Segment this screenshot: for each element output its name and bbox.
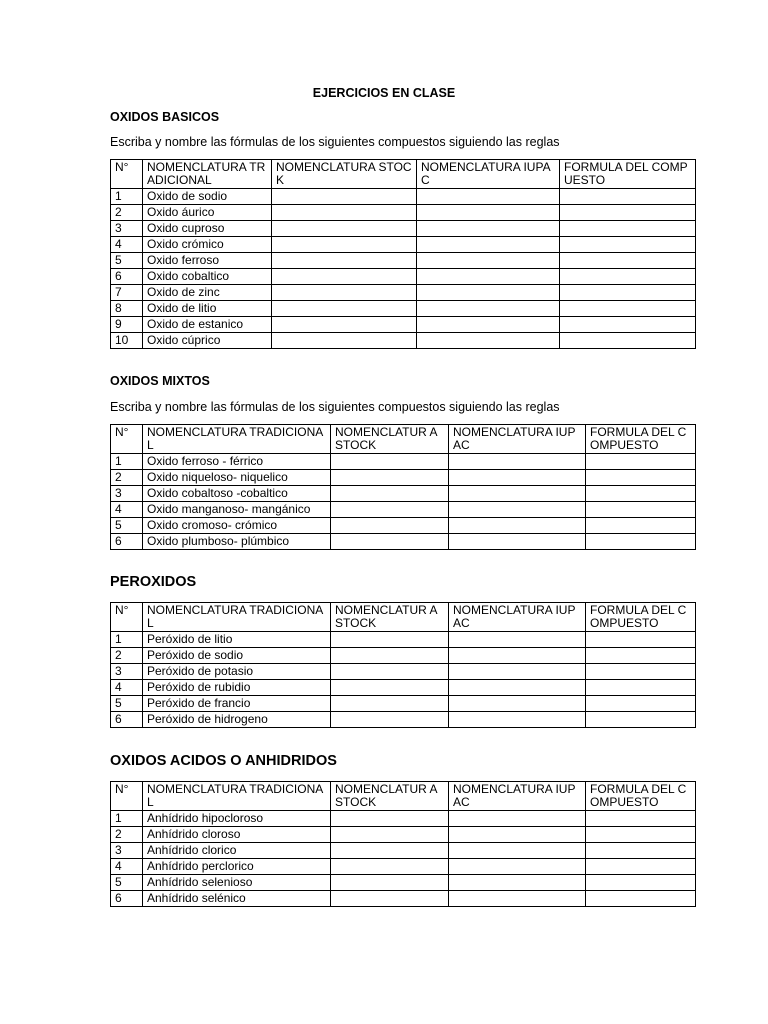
table-row: [111, 317, 696, 333]
header-no: N°: [111, 160, 143, 189]
table-peroxidos: [110, 602, 696, 728]
iupac-cell[interactable]: [449, 875, 586, 891]
iupac-cell[interactable]: [449, 534, 586, 550]
compound-name: Anhídrido clorico: [143, 843, 331, 859]
formula-cell[interactable]: [560, 301, 696, 317]
compound-name: Oxido ferroso: [143, 253, 272, 269]
stock-cell[interactable]: [331, 486, 449, 502]
stock-cell[interactable]: [272, 301, 417, 317]
section-heading-oxidos-basicos: OXIDOS BASICOS: [110, 110, 220, 124]
row-number: 3: [111, 221, 143, 237]
iupac-cell[interactable]: [449, 843, 586, 859]
iupac-cell[interactable]: [449, 486, 586, 502]
header-tradicional: NOMENCLATURA TRADICIONAL: [143, 425, 331, 454]
table-row: [111, 843, 696, 859]
row-number: 1: [111, 189, 143, 205]
stock-cell[interactable]: [331, 827, 449, 843]
section-heading-peroxidos: PEROXIDOS: [110, 574, 197, 590]
row-number: 8: [111, 301, 143, 317]
compound-name: Oxido crómico: [143, 237, 272, 253]
iupac-cell[interactable]: [417, 317, 560, 333]
stock-cell[interactable]: [331, 680, 449, 696]
header-stock: NOMENCLATUR A STOCK: [331, 782, 449, 811]
stock-cell[interactable]: [331, 875, 449, 891]
row-number: 3: [111, 843, 143, 859]
formula-cell[interactable]: [560, 221, 696, 237]
row-number: 5: [111, 253, 143, 269]
iupac-cell[interactable]: [449, 680, 586, 696]
formula-cell[interactable]: [586, 664, 696, 680]
iupac-cell[interactable]: [449, 454, 586, 470]
compound-name: Peróxido de francio: [143, 696, 331, 712]
iupac-cell[interactable]: [449, 891, 586, 907]
formula-cell[interactable]: [560, 253, 696, 269]
row-number: 4: [111, 237, 143, 253]
table-row: [111, 875, 696, 891]
header-stock: NOMENCLATUR A STOCK: [331, 425, 449, 454]
header-no: N°: [111, 425, 143, 454]
row-number: 2: [111, 470, 143, 486]
header-stock: NOMENCLATUR A STOCK: [331, 603, 449, 632]
table-row: [111, 664, 696, 680]
header-formula: FORMULA DEL COMPUESTO: [586, 603, 696, 632]
stock-cell[interactable]: [331, 502, 449, 518]
compound-name: Oxido de sodio: [143, 189, 272, 205]
table-row: [111, 648, 696, 664]
stock-cell[interactable]: [331, 632, 449, 648]
stock-cell[interactable]: [331, 859, 449, 875]
table-row: [111, 502, 696, 518]
stock-cell[interactable]: [331, 696, 449, 712]
formula-cell[interactable]: [560, 317, 696, 333]
formula-cell[interactable]: [586, 843, 696, 859]
page-title: EJERCICIOS EN CLASE: [312, 86, 456, 100]
formula-cell[interactable]: [586, 875, 696, 891]
iupac-cell[interactable]: [449, 502, 586, 518]
formula-cell[interactable]: [560, 333, 696, 349]
compound-name: Oxido áurico: [143, 205, 272, 221]
formula-cell[interactable]: [586, 534, 696, 550]
section-heading-oxidos-mixtos: OXIDOS MIXTOS: [110, 374, 210, 388]
compound-name: Oxido ferroso - férrico: [143, 454, 331, 470]
table-row: [111, 237, 696, 253]
iupac-cell[interactable]: [449, 696, 586, 712]
row-number: 1: [111, 632, 143, 648]
row-number: 5: [111, 696, 143, 712]
header-tradicional: NOMENCLATURA TRADICIONAL: [143, 160, 272, 189]
stock-cell[interactable]: [272, 269, 417, 285]
table-row: [111, 632, 696, 648]
compound-name: Peróxido de hidrogeno: [143, 712, 331, 728]
stock-cell[interactable]: [331, 712, 449, 728]
header-tradicional: NOMENCLATURA TRADICIONAL: [143, 603, 331, 632]
formula-cell[interactable]: [586, 632, 696, 648]
table-row: [111, 696, 696, 712]
stock-cell[interactable]: [272, 237, 417, 253]
formula-cell[interactable]: [586, 518, 696, 534]
table-row: [111, 680, 696, 696]
compound-name: Peróxido de litio: [143, 632, 331, 648]
row-number: 5: [111, 518, 143, 534]
header-iupac: NOMENCLATURA IUPAC: [417, 160, 560, 189]
iupac-cell[interactable]: [449, 712, 586, 728]
header-formula: FORMULA DEL COMPUESTO: [586, 782, 696, 811]
compound-name: Peróxido de sodio: [143, 648, 331, 664]
row-number: 6: [111, 534, 143, 550]
header-iupac: NOMENCLATURA IUPAC: [449, 425, 586, 454]
table-row: [111, 486, 696, 502]
table-row: [111, 454, 696, 470]
table-row: [111, 859, 696, 875]
row-number: 1: [111, 811, 143, 827]
compound-name: Oxido cobaltoso -cobaltico: [143, 486, 331, 502]
row-number: 6: [111, 891, 143, 907]
instruction-text: Escriba y nombre las fórmulas de los siguientes compuestos siguiendo las reglas: [110, 400, 560, 414]
iupac-cell[interactable]: [449, 827, 586, 843]
iupac-cell[interactable]: [417, 237, 560, 253]
stock-cell[interactable]: [272, 205, 417, 221]
row-number: 6: [111, 712, 143, 728]
formula-cell[interactable]: [560, 237, 696, 253]
stock-cell[interactable]: [272, 317, 417, 333]
compound-name: Anhídrido hipocloroso: [143, 811, 331, 827]
compound-name: Oxido cobaltico: [143, 269, 272, 285]
compound-name: Oxido de zinc: [143, 285, 272, 301]
iupac-cell[interactable]: [417, 333, 560, 349]
compound-name: Oxido cúprico: [143, 333, 272, 349]
formula-cell[interactable]: [586, 454, 696, 470]
row-number: 2: [111, 205, 143, 221]
instruction-text: Escriba y nombre las fórmulas de los siguientes compuestos siguiendo las reglas: [110, 135, 560, 149]
iupac-cell[interactable]: [417, 253, 560, 269]
row-number: 2: [111, 827, 143, 843]
stock-cell[interactable]: [272, 253, 417, 269]
table-row: [111, 811, 696, 827]
row-number: 7: [111, 285, 143, 301]
row-number: 6: [111, 269, 143, 285]
iupac-cell[interactable]: [417, 221, 560, 237]
table-row: [111, 205, 696, 221]
iupac-cell[interactable]: [417, 269, 560, 285]
stock-cell[interactable]: [272, 221, 417, 237]
table-row: [111, 827, 696, 843]
iupac-cell[interactable]: [417, 285, 560, 301]
formula-cell[interactable]: [586, 470, 696, 486]
stock-cell[interactable]: [272, 189, 417, 205]
header-iupac: NOMENCLATURA IUPAC: [449, 603, 586, 632]
stock-cell[interactable]: [331, 664, 449, 680]
row-number: 1: [111, 454, 143, 470]
row-number: 9: [111, 317, 143, 333]
row-number: 3: [111, 664, 143, 680]
table-row: [111, 891, 696, 907]
table-row: [111, 269, 696, 285]
formula-cell[interactable]: [586, 680, 696, 696]
formula-cell[interactable]: [586, 712, 696, 728]
formula-cell[interactable]: [586, 891, 696, 907]
iupac-cell[interactable]: [449, 648, 586, 664]
formula-cell[interactable]: [560, 269, 696, 285]
compound-name: Peróxido de rubidio: [143, 680, 331, 696]
row-number: 4: [111, 680, 143, 696]
table-row: [111, 534, 696, 550]
formula-cell[interactable]: [560, 285, 696, 301]
formula-cell[interactable]: [560, 205, 696, 221]
compound-name: Oxido plumboso- plúmbico: [143, 534, 331, 550]
compound-name: Anhídrido cloroso: [143, 827, 331, 843]
stock-cell[interactable]: [331, 534, 449, 550]
table-anhidridos: [110, 781, 696, 907]
header-formula: FORMULA DEL COMPUESTO: [560, 160, 696, 189]
header-tradicional: NOMENCLATURA TRADICIONAL: [143, 782, 331, 811]
stock-cell[interactable]: [331, 891, 449, 907]
iupac-cell[interactable]: [449, 518, 586, 534]
iupac-cell[interactable]: [417, 301, 560, 317]
row-number: 4: [111, 502, 143, 518]
formula-cell[interactable]: [586, 811, 696, 827]
stock-cell[interactable]: [272, 285, 417, 301]
table-row: [111, 189, 696, 205]
table-row: [111, 253, 696, 269]
compound-name: Oxido manganoso- mangánico: [143, 502, 331, 518]
formula-cell[interactable]: [586, 696, 696, 712]
compound-name: Oxido de litio: [143, 301, 272, 317]
row-number: 3: [111, 486, 143, 502]
compound-name: Anhídrido selénico: [143, 891, 331, 907]
formula-cell[interactable]: [560, 189, 696, 205]
stock-cell[interactable]: [331, 843, 449, 859]
table-row: [111, 712, 696, 728]
formula-cell[interactable]: [586, 502, 696, 518]
iupac-cell[interactable]: [449, 859, 586, 875]
iupac-cell[interactable]: [449, 632, 586, 648]
row-number: 5: [111, 875, 143, 891]
compound-name: Oxido cuproso: [143, 221, 272, 237]
compound-name: Oxido cromoso- crómico: [143, 518, 331, 534]
stock-cell[interactable]: [331, 811, 449, 827]
table-row: [111, 518, 696, 534]
header-no: N°: [111, 603, 143, 632]
header-formula: FORMULA DEL COMPUESTO: [586, 425, 696, 454]
header-no: N°: [111, 782, 143, 811]
table-row: [111, 470, 696, 486]
table-row: [111, 301, 696, 317]
table-oxidos-basicos: [110, 159, 696, 349]
iupac-cell[interactable]: [417, 189, 560, 205]
stock-cell[interactable]: [331, 470, 449, 486]
row-number: 2: [111, 648, 143, 664]
table-row: [111, 221, 696, 237]
row-number: 4: [111, 859, 143, 875]
iupac-cell[interactable]: [449, 664, 586, 680]
table-row: [111, 285, 696, 301]
compound-name: Anhídrido perclorico: [143, 859, 331, 875]
iupac-cell[interactable]: [449, 811, 586, 827]
stock-cell[interactable]: [272, 333, 417, 349]
header-stock: NOMENCLATURA STOCK: [272, 160, 417, 189]
stock-cell[interactable]: [331, 518, 449, 534]
formula-cell[interactable]: [586, 859, 696, 875]
formula-cell[interactable]: [586, 648, 696, 664]
stock-cell[interactable]: [331, 648, 449, 664]
section-heading-anhidridos: OXIDOS ACIDOS O ANHIDRIDOS: [110, 753, 337, 769]
iupac-cell[interactable]: [449, 470, 586, 486]
compound-name: Anhídrido selenioso: [143, 875, 331, 891]
compound-name: Peróxido de potasio: [143, 664, 331, 680]
compound-name: Oxido niqueloso- niquelico: [143, 470, 331, 486]
iupac-cell[interactable]: [417, 205, 560, 221]
table-oxidos-mixtos: [110, 424, 696, 550]
header-iupac: NOMENCLATURA IUPAC: [449, 782, 586, 811]
compound-name: Oxido de estanico: [143, 317, 272, 333]
stock-cell[interactable]: [331, 454, 449, 470]
table-row: [111, 333, 696, 349]
formula-cell[interactable]: [586, 486, 696, 502]
formula-cell[interactable]: [586, 827, 696, 843]
row-number: 10: [111, 333, 143, 349]
